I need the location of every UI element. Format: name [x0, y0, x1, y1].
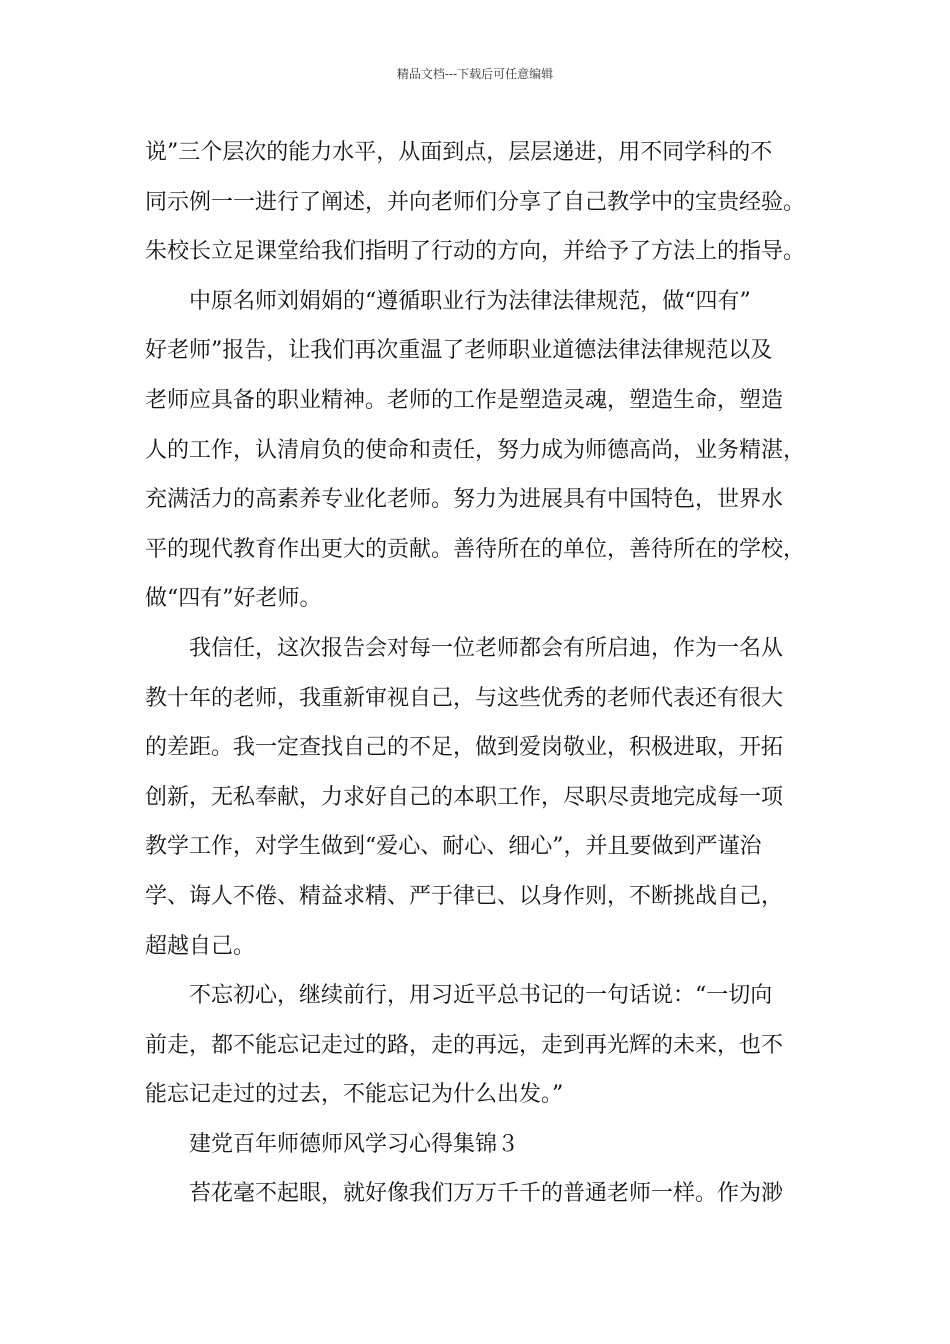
text-line: 教十年的老师，我重新审视自己，与这些优秀的老师代表还有很大	[145, 685, 784, 711]
text-line: 朱校长立足课堂给我们指明了行动的方向，并给予了方法上的指导。	[145, 239, 806, 265]
page-header: 精品文档---下载后可任意编辑	[396, 67, 554, 81]
text-line: 创新，无私奉献，力求好自己的本职工作，尽职尽责地完成每一项	[145, 784, 784, 810]
text-line: 人的工作，认清肩负的使命和责任，努力成为师德高尚，业务精湛，	[145, 437, 806, 463]
paragraph-first-line: 中原名师刘娟娟的“遵循职业行为法律法律规范，做“四有”	[189, 288, 751, 314]
paragraph-first-line: 苔花毫不起眼，就好像我们万万千千的普通老师一样。作为渺	[189, 1181, 784, 1207]
section-heading: 建党百年师德师风学习心得集锦３	[189, 1131, 520, 1157]
text-line: 说”三个层次的能力水平，从面到点，层层递进，用不同学科的不	[145, 140, 773, 165]
text-line: 的差距。我一定查找自己的不足，做到爱岗敬业，积极进取，开拓	[145, 735, 784, 761]
text-line: 超越自己。	[145, 933, 256, 959]
paragraph-first-line: 我信任，这次报告会对每一位老师都会有所启迪，作为一名从	[189, 635, 784, 661]
text-line: 教学工作，对学生做到“爱心、耐心、细心”，并且要做到严谨治	[145, 834, 762, 860]
text-line: 同示例一一进行了阐述，并向老师们分享了自己教学中的宝贵经验。	[145, 189, 806, 215]
document-body	[145, 128, 820, 1219]
text-line: 平的现代教育作出更大的贡献。善待所在的单位，善待所在的学校，	[145, 536, 806, 562]
paragraph-first-line: 不忘初心，继续前行，用习近平总书记的一句话说：“一切向	[189, 983, 773, 1009]
text-line: 好老师”报告，让我们再次重温了老师职业道德法律法律规范以及	[145, 338, 773, 364]
text-line: 前走，都不能忘记走过的路，走的再远，走到再光辉的未来，也不	[145, 1032, 784, 1058]
text-line: 老师应具备的职业精神。老师的工作是塑造灵魂，塑造生命，塑造	[145, 387, 784, 413]
text-line: 充满活力的高素养专业化老师。努力为进展具有中国特色，世界水	[145, 487, 784, 513]
text-line: 学、诲人不倦、精益求精、严于律已、以身作则，不断挑战自己，	[145, 883, 784, 909]
text-line: 做“四有”好老师。	[145, 586, 322, 612]
text-line: 能忘记走过的过去，不能忘记为什么出发。”	[145, 1082, 564, 1108]
